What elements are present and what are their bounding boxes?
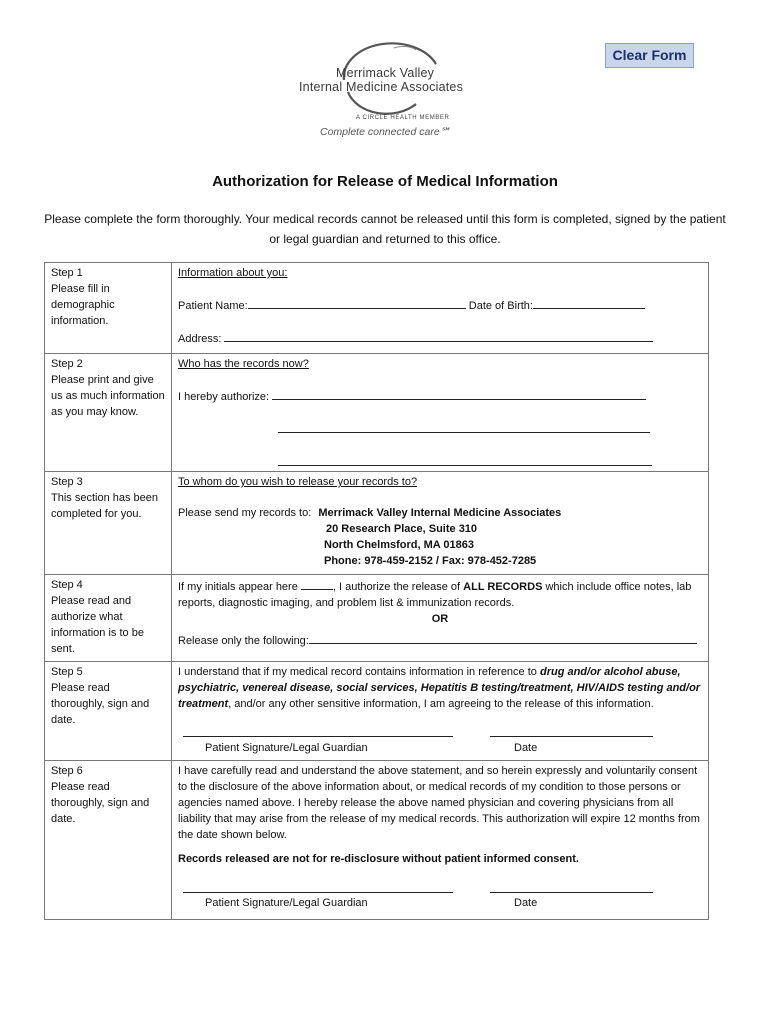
step-5-text-a: I understand that if my medical record contains information in reference to bbox=[178, 666, 537, 678]
logo-slogan: Complete connected care℠ bbox=[320, 126, 451, 138]
re-disclosure-notice: Records released are not for re-disclosure without patient informed consent. bbox=[178, 853, 579, 865]
step-5-text: Step 5 Please read thoroughly, sign and date. bbox=[51, 666, 150, 726]
step-4-content bbox=[172, 575, 709, 662]
initials-text-b: , I authorize the release of bbox=[332, 581, 461, 593]
step-5-date-label: Date bbox=[514, 742, 538, 754]
logo-tagline: A CIRCLE HEALTH MEMBER bbox=[356, 115, 450, 121]
step-6-statement: I have carefully read and understand the above statement, and so herein expressly and voluntarily consent to the disclosure of the above information about, or medical records of my condition to those persons or agencies named above. I hereby release the above named physician and covering physicians from all liability that may arise from the release of my medical records. This authorization will expire 12 months from the date shown below. bbox=[178, 765, 700, 841]
step-3-text: Step 3 This section has been completed for you. bbox=[51, 476, 159, 520]
step-3-heading: To whom do you wish to release your records to? bbox=[178, 476, 418, 488]
all-records-text: ALL RECORDS bbox=[463, 581, 543, 593]
initials-text-a: If my initials appear here bbox=[178, 581, 298, 593]
sensitive-info-text: drug and/or alcohol abuse, psychiatric, venereal disease, social services, Hepatitis B testing/treatment, HIV/AIDS testing and/or treatment bbox=[178, 666, 701, 710]
step-2-content bbox=[172, 354, 709, 472]
step-6-content bbox=[172, 761, 709, 920]
initials-field[interactable] bbox=[301, 577, 333, 590]
logo-text-line1: Merrimack Valley bbox=[336, 66, 435, 80]
step-6-row bbox=[45, 761, 709, 920]
company-logo bbox=[296, 42, 486, 142]
step-1-heading: Information about you: bbox=[178, 267, 288, 279]
step-4-label bbox=[45, 575, 172, 662]
step-3-content bbox=[172, 472, 709, 575]
step-4-row bbox=[45, 575, 709, 662]
logo-text-line2: Internal Medicine Associates bbox=[299, 80, 464, 94]
patient-name-label: Patient Name: bbox=[178, 300, 248, 312]
dob-label: Date of Birth: bbox=[468, 300, 533, 312]
send-to-label: Please send my records to: bbox=[178, 507, 312, 519]
recipient-address-2: North Chelmsford, MA 01863 bbox=[324, 539, 474, 551]
step-5-label bbox=[45, 662, 172, 761]
step-3-label bbox=[45, 472, 172, 575]
step-2-heading: Who has the records now? bbox=[178, 358, 309, 370]
step-6-date-label: Date bbox=[514, 897, 538, 909]
step-2-label bbox=[45, 354, 172, 472]
initials-text-c: which include office notes, lab reports, diagnostic imaging, and problem list & immunization records. bbox=[178, 581, 692, 609]
step-6-signature-label: Patient Signature/Legal Guardian bbox=[205, 897, 368, 909]
step-1-content bbox=[172, 263, 709, 354]
authorize-field-3[interactable] bbox=[278, 453, 652, 466]
authorize-field-2[interactable] bbox=[278, 420, 650, 433]
dob-field[interactable] bbox=[533, 296, 645, 309]
authorize-label: I hereby authorize: bbox=[178, 391, 270, 403]
address-field[interactable] bbox=[224, 329, 653, 342]
step-3-row bbox=[45, 472, 709, 575]
step-5-date-field[interactable] bbox=[490, 735, 653, 737]
recipient-address-1: 20 Research Place, Suite 310 bbox=[326, 523, 478, 535]
release-only-label: Release only the following: bbox=[178, 635, 309, 647]
step-5-row bbox=[45, 662, 709, 761]
step-1-text: Step 1 Please fill in demographic information. bbox=[51, 267, 115, 327]
step-6-signature-field[interactable] bbox=[183, 891, 453, 893]
release-only-field[interactable] bbox=[309, 631, 697, 644]
step-6-date-field[interactable] bbox=[490, 891, 653, 893]
step-5-content bbox=[172, 662, 709, 761]
step-6-label bbox=[45, 761, 172, 920]
step-1-row bbox=[45, 263, 709, 354]
step-6-text: Step 6 Please read thoroughly, sign and date. bbox=[51, 765, 150, 825]
authorize-field-1[interactable] bbox=[272, 387, 646, 400]
recipient-phone: Phone: 978-459-2152 / Fax: 978-452-7285 bbox=[324, 555, 537, 567]
step-1-label bbox=[45, 263, 172, 354]
step-2-row bbox=[45, 354, 709, 472]
step-5-signature-field[interactable] bbox=[183, 735, 453, 737]
step-2-text: Step 2 Please print and give us as much information as you may know. bbox=[51, 358, 165, 418]
patient-name-field[interactable] bbox=[248, 296, 466, 309]
step-5-text-b: , and/or any other sensitive information, I am agreeing to the release of this information. bbox=[228, 698, 654, 710]
form-intro: Please complete the form thoroughly. Your medical records cannot be released until this form is completed, signed by the patient or legal guardian and returned to this office. bbox=[44, 212, 726, 246]
step-4-text: Step 4 Please read and authorize what information is to be sent. bbox=[51, 579, 144, 655]
form-title: Authorization for Release of Medical Information bbox=[212, 173, 558, 190]
authorization-form-table bbox=[44, 262, 709, 920]
or-text: OR bbox=[431, 613, 449, 625]
address-label: Address: bbox=[178, 333, 222, 345]
step-5-signature-label: Patient Signature/Legal Guardian bbox=[205, 742, 368, 754]
clear-form-button[interactable]: Clear Form bbox=[605, 43, 694, 68]
recipient-org: Merrimack Valley Internal Medicine Associates bbox=[318, 507, 562, 519]
